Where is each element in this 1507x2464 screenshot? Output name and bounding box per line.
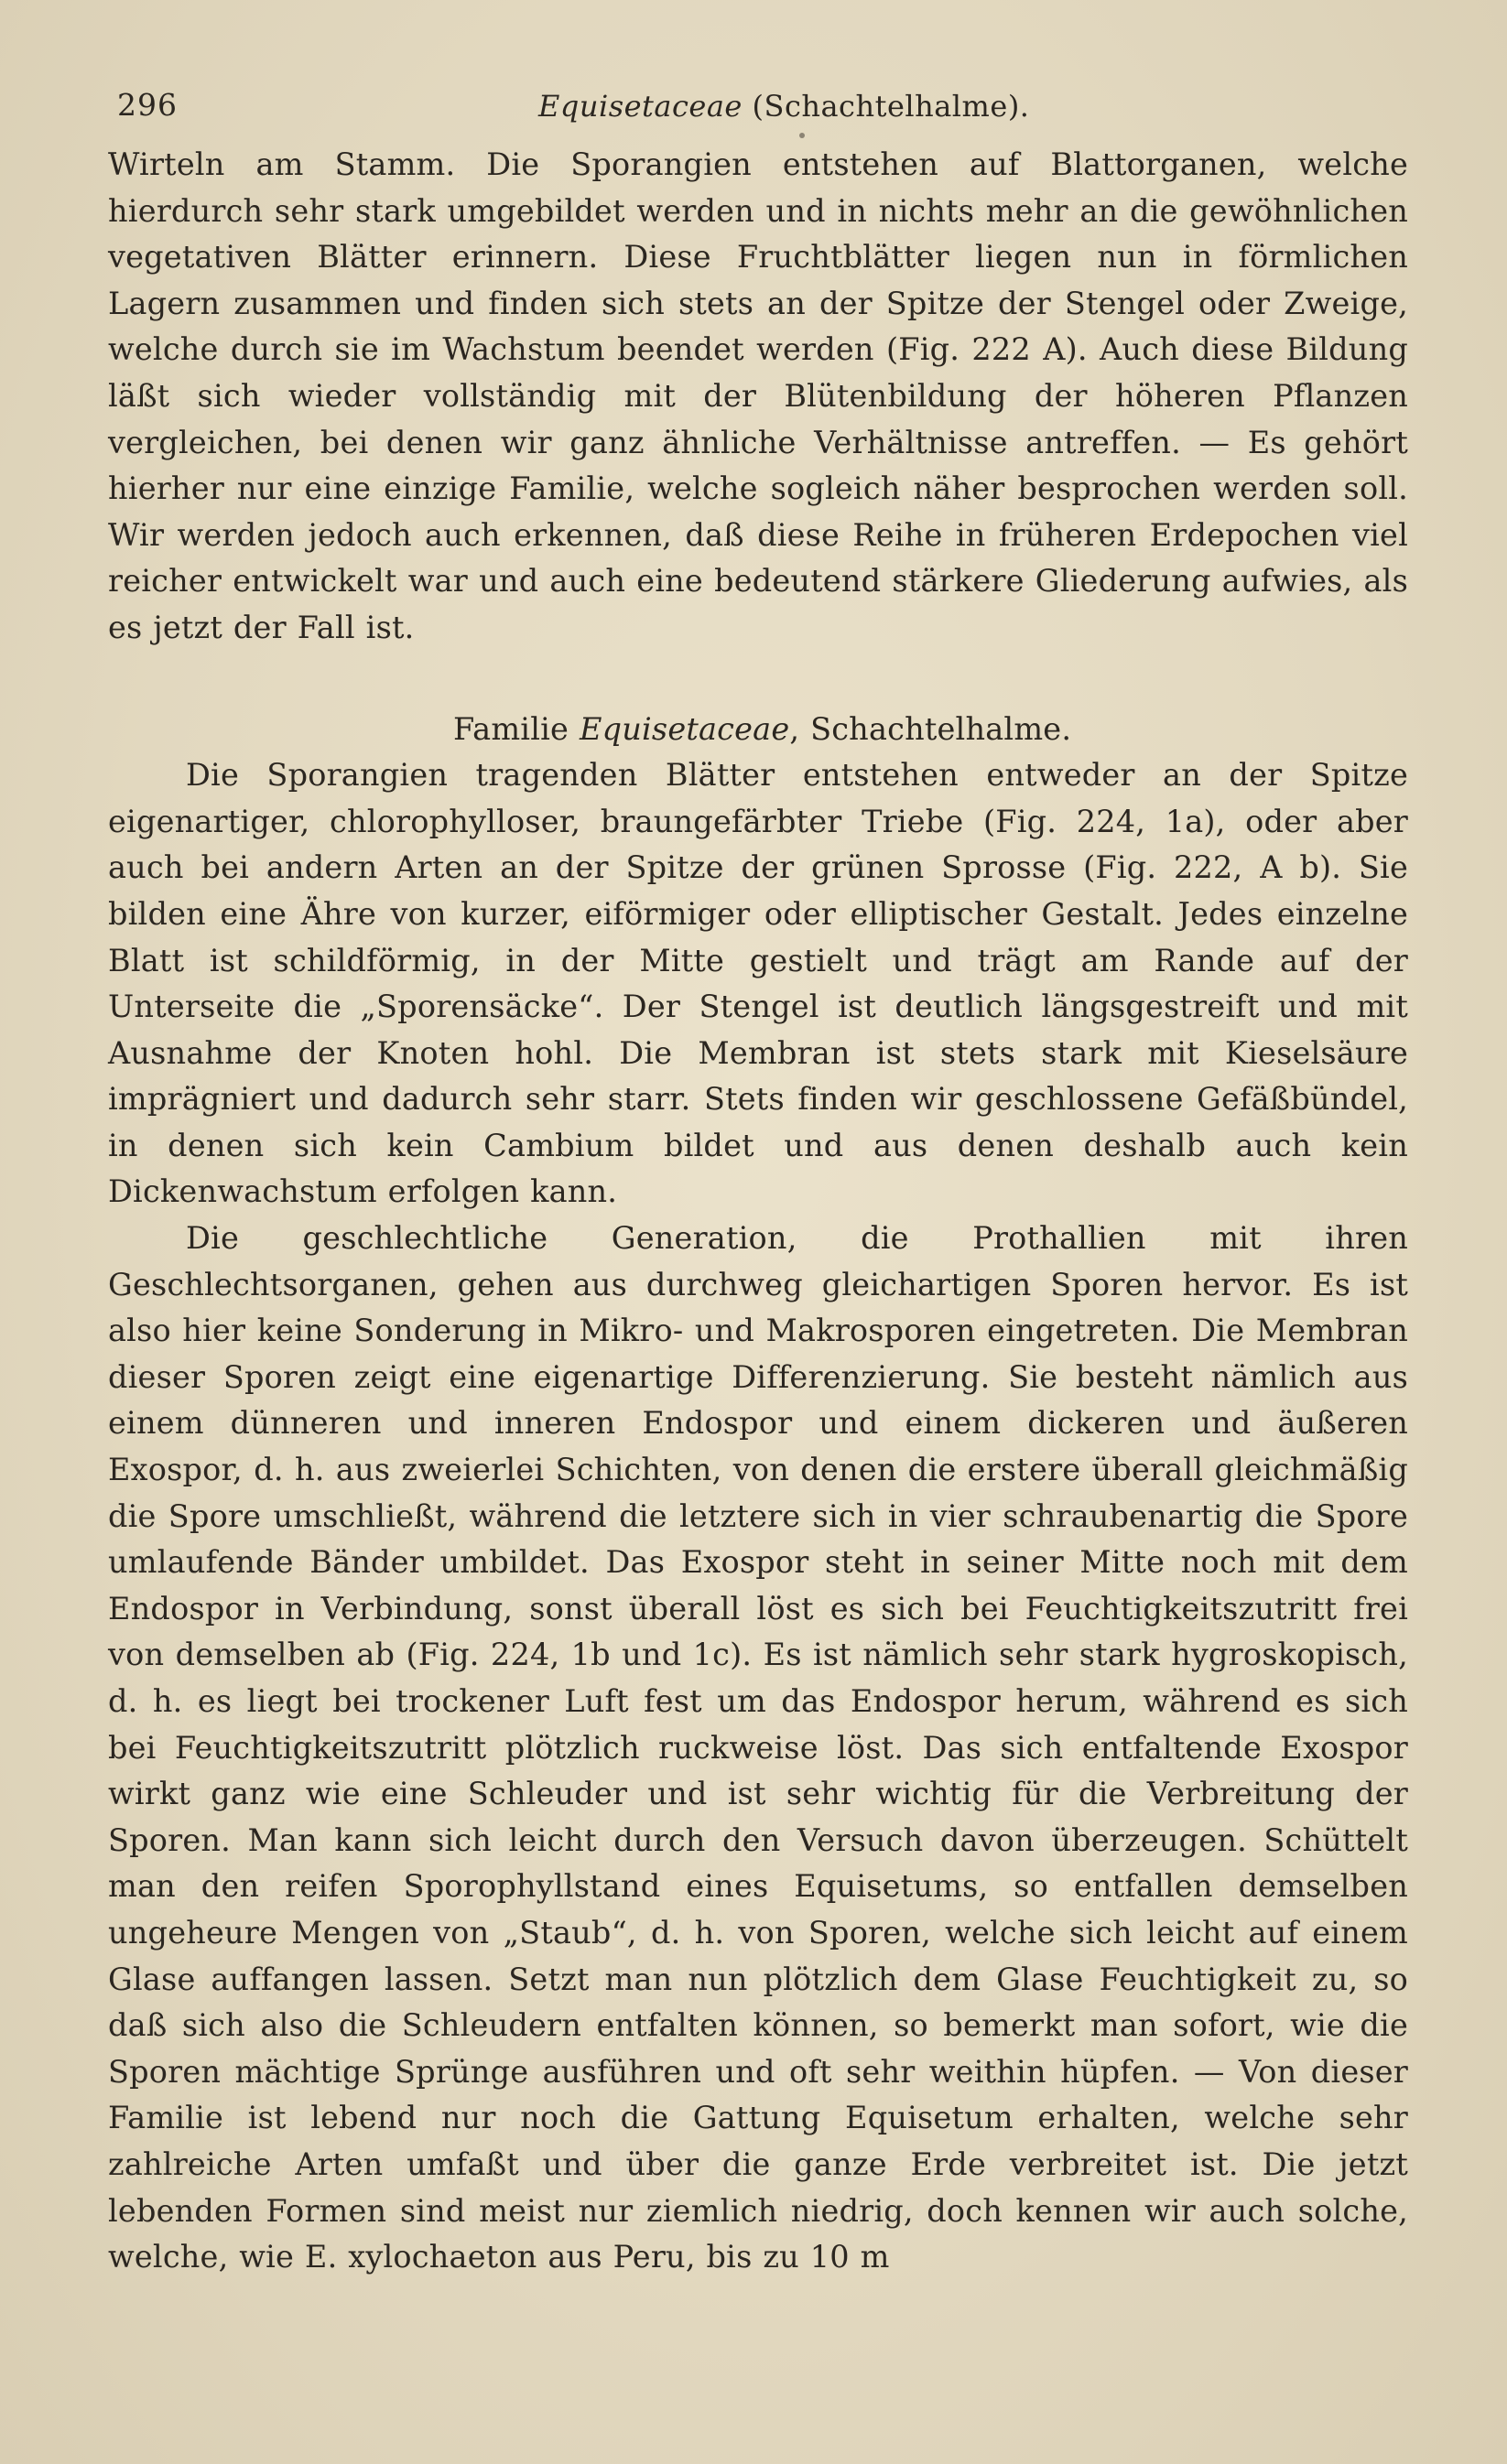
section-heading-suffix: , Schachtelhalme. [789, 710, 1072, 747]
running-title-german: (Schachtelhalme). [742, 89, 1030, 124]
running-title-latin: Equisetaceae [538, 89, 743, 124]
page-header [108, 87, 1408, 142]
paragraph: Die Sporangien tragenden Blätter entstehen entweder an der Spitze eigenartiger, chlorophylloser, braungefärbter Triebe (Fig. 224, 1a), oder aber auch bei andern Arten an der Spitze der grünen Sprosse (Fig. 222, A b). Sie bilden eine Ähre von kurzer, eiförmiger oder elliptischer Gestalt. Jedes einzelne Blatt ist schildförmig, in der Mitte gestielt und trägt am Rande auf der Unterseite die „Sporensäcke“. Der Stengel ist deutlich längsgestreift und mit Ausnahme der Knoten hohl. Die Membran ist stets stark mit Kieselsäure imprägniert und dadurch sehr starr. Stets finden wir geschlossene Gefäßbündel, in denen sich kein Cambium bildet und aus denen deshalb auch kein Dickenwachstum erfolgen kann. [108, 757, 1408, 1210]
body-text [108, 142, 1408, 2281]
page-number: 296 [117, 87, 178, 123]
paragraph: Die geschlechtliche Generation, die Prothallien mit ihren Geschlechtsorganen, gehen aus durchweg gleichartigen Sporen hervor. Es ist also hier keine Sonderung in Mikro- und Makrosporen eingetreten. Die Membran dieser Sporen zeigt eine eigenartige Differenzierung. Sie besteht nämlich aus einem dünneren und inneren Endospor und einem dickeren und äußeren Exospor, d. h. aus zweierlei Schichten, von denen die erstere überall gleichmäßig die Spore umschließt, während die letztere sich in vier schraubenartig die Spore umlaufende Bänder umbildet. Das Exospor steht in seiner Mitte noch mit dem Endospor in Verbindung, sonst überall löst es sich bei Feuchtigkeitszutritt frei von demselben ab (Fig. 224, 1b und 1c). Es ist nämlich sehr stark hygroskopisch, d. h. es liegt bei trockener Luft fest um das Endospor herum, während es sich bei Feuchtigkeitszutritt plötzlich ruckweise löst. Das sich entfaltende Exospor wirkt ganz wie eine Schleuder und ist sehr wichtig für die Verbreitung der Sporen. Man kann sich leicht durch den Versuch davon überzeugen. Schüttelt man den reifen Sporophyllstand eines Equisetums, so entfallen demselben ungeheure Mengen von „Staub“, d. h. von Sporen, welche sich leicht auf einem Glase auffangen lassen. Setzt man nun plötzlich dem Glase Feuchtigkeit zu, so daß sich also die Schleudern entfalten können, so bemerkt man sofort, wie die Sporen mächtige Sprünge ausführen und oft sehr weithin hüpfen. — Von dieser Familie ist lebend nur noch die Gattung Equisetum erhalten, welche sehr zahlreiche Arten umfaßt und über die ganze Erde verbreitet ist. Die jetzt lebenden Formen sind meist nur ziemlich niedrig, doch kennen wir auch solche, welche, wie E. xylochaeton aus Peru, bis zu 10 m [108, 1220, 1408, 2275]
section-heading-prefix: Familie [453, 710, 580, 747]
paragraph: Wirteln am Stamm. Die Sporangien entstehen auf Blattorganen, welche hierdurch sehr stark umgebildet werden und in nichts mehr an die gewöhnlichen vegetativen Blätter erinnern. Diese Fruchtblätter liegen nun in förmlichen Lagern zusammen und finden sich stets an der Spitze der Stengel oder Zweige, welche durch sie im Wachstum beendet werden (Fig. 222 A). Auch diese Bildung läßt sich wieder vollständig mit der Blütenbildung der höheren Pflanzen vergleichen, bei denen wir ganz ähnliche Verhältnisse antreffen. — Es gehört hierher nur eine einzige Familie, welche sogleich näher besprochen werden soll. Wir werden jedoch auch erkennen, daß diese Reihe in früheren Erdepochen viel reicher entwickelt war und auch eine bedeutend stärkere Gliederung aufwies, als es jetzt der Fall ist. [108, 146, 1408, 645]
running-title [538, 89, 1029, 124]
section-heading-latin: Equisetaceae [579, 710, 790, 747]
printing-dot [799, 133, 805, 138]
page [108, 87, 1408, 2281]
section-heading [453, 707, 1408, 753]
